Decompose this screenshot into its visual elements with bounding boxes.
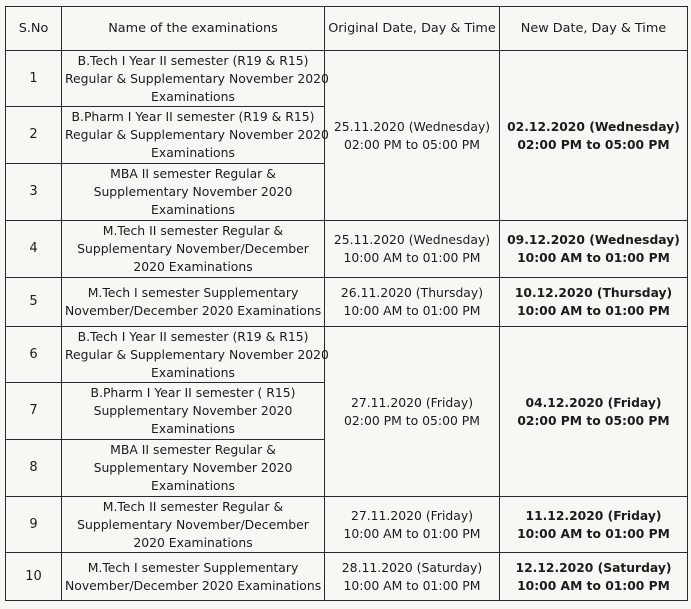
exam-name-line: Supplementary November/December — [77, 241, 309, 256]
new-time: 02:00 PM to 05:00 PM — [517, 413, 670, 428]
header-new-date: New Date, Day & Time — [500, 7, 688, 51]
exam-name-line: M.Tech I semester Supplementary — [87, 285, 299, 300]
row-sno: 7 — [6, 383, 62, 440]
exam-name-line: Supplementary November/December — [77, 516, 309, 532]
new-date-cell — [500, 51, 688, 221]
row-sno: 1 — [6, 51, 62, 107]
table-row — [6, 278, 688, 327]
original-date-cell — [325, 278, 500, 327]
exam-name-line: Regular & Supplementary November 2020 — [65, 127, 329, 142]
new-time: 10:00 AM to 01:00 PM — [517, 578, 670, 593]
new-date-cell — [500, 221, 688, 278]
new-date-cell — [500, 327, 688, 497]
exam-name-line: Examinations — [151, 421, 235, 436]
original-date: 28.11.2020 (Saturday) — [341, 559, 483, 575]
row-exam-name — [62, 383, 325, 440]
exam-name-line: MBA II semester Regular & — [110, 442, 276, 457]
exam-name-line: Regular & Supplementary November 2020 — [65, 70, 329, 86]
exam-name-line: 2020 Examinations — [133, 259, 253, 274]
original-date-cell — [325, 327, 500, 497]
original-time: 02:00 PM to 05:00 PM — [344, 136, 480, 152]
exam-name-line: Examinations — [151, 364, 235, 380]
exam-name-line: November/December 2020 Examinations — [65, 303, 322, 318]
row-exam-name — [62, 164, 325, 221]
row-sno: 8 — [6, 440, 62, 497]
exam-name-line: B.Tech I Year II semester (R19 & R15) — [77, 328, 309, 344]
exam-name-line: M.Tech I semester Supplementary — [87, 559, 299, 575]
exam-name-line: Supplementary November 2020 — [93, 184, 293, 199]
exam-name-line: MBA II semester Regular & — [110, 166, 276, 181]
original-date: 27.11.2020 (Friday) — [350, 394, 474, 410]
original-date-cell — [325, 497, 500, 553]
row-exam-name — [62, 327, 329, 383]
row-exam-name — [62, 221, 325, 278]
exam-name-line: B.Pharm I Year II semester (R19 & R15) — [71, 109, 315, 124]
original-time: 10:00 AM to 01:00 PM — [343, 525, 481, 541]
new-date: 11.12.2020 (Friday) — [525, 508, 662, 523]
exam-name-line: M.Tech II semester Regular & — [102, 223, 284, 238]
original-time: 02:00 PM to 05:00 PM — [344, 412, 480, 428]
exam-name-line: B.Pharm I Year II semester ( R15) — [90, 385, 296, 400]
new-date: 09.12.2020 (Wednesday) — [507, 233, 680, 247]
original-time: 10:00 AM to 01:00 PM — [343, 303, 481, 318]
new-date: 10.12.2020 (Thursday) — [514, 286, 673, 300]
header-original-date: Original Date, Day & Time — [325, 7, 500, 51]
row-sno: 5 — [6, 278, 62, 327]
new-date: 02.12.2020 (Wednesday) — [507, 119, 680, 134]
exam-name-line: Examinations — [151, 88, 235, 104]
exam-name-line: Examinations — [151, 145, 235, 160]
table-row — [6, 327, 688, 383]
original-time: 10:00 AM to 01:00 PM — [343, 250, 481, 265]
original-date-cell — [325, 553, 500, 601]
exam-schedule-table — [5, 6, 688, 601]
exam-name-line: M.Tech II semester Regular & — [102, 498, 284, 514]
new-date-cell — [500, 278, 688, 327]
exam-name-line: Regular & Supplementary November 2020 — [65, 346, 329, 362]
new-date-cell — [500, 497, 688, 553]
row-sno: 2 — [6, 107, 62, 164]
table-row — [6, 51, 688, 107]
original-date: 27.11.2020 (Friday) — [350, 507, 474, 523]
original-date: 26.11.2020 (Thursday) — [340, 285, 484, 300]
exam-name-line: Supplementary November 2020 — [93, 460, 293, 475]
exam-name-line: B.Tech I Year II semester (R19 & R15) — [77, 52, 309, 68]
new-time: 02:00 PM to 05:00 PM — [517, 137, 670, 152]
new-time: 10:00 AM to 01:00 PM — [517, 526, 670, 541]
exam-name-line: Supplementary November 2020 — [93, 403, 293, 418]
header-row — [6, 7, 688, 51]
row-exam-name — [62, 497, 325, 553]
row-exam-name — [62, 107, 329, 164]
new-date-cell — [500, 553, 688, 601]
row-exam-name — [62, 51, 329, 107]
exam-name-line: 2020 Examinations — [133, 534, 253, 550]
table-row — [6, 553, 688, 601]
original-date: 25.11.2020 (Wednesday) — [333, 118, 491, 134]
row-sno: 10 — [6, 553, 62, 601]
original-date-cell — [325, 221, 500, 278]
table-row — [6, 497, 688, 553]
row-sno: 3 — [6, 164, 62, 221]
original-date: 25.11.2020 (Wednesday) — [333, 232, 491, 247]
header-sno: S.No — [6, 7, 62, 51]
row-exam-name — [62, 278, 325, 327]
new-date: 04.12.2020 (Friday) — [525, 395, 662, 410]
row-sno: 6 — [6, 327, 62, 383]
table-row — [6, 221, 688, 278]
exam-name-line: Examinations — [151, 202, 235, 217]
original-date-cell — [325, 51, 500, 221]
original-time: 10:00 AM to 01:00 PM — [343, 577, 481, 593]
exam-name-line: November/December 2020 Examinations — [65, 577, 322, 593]
row-sno: 9 — [6, 497, 62, 553]
new-time: 10:00 AM to 01:00 PM — [517, 251, 670, 265]
exam-name-line: Examinations — [151, 478, 235, 493]
new-time: 10:00 AM to 01:00 PM — [517, 304, 670, 318]
row-exam-name — [62, 440, 325, 497]
row-sno: 4 — [6, 221, 62, 278]
header-name: Name of the examinations — [62, 7, 325, 51]
row-exam-name — [62, 553, 325, 601]
new-date: 12.12.2020 (Saturday) — [515, 560, 672, 575]
